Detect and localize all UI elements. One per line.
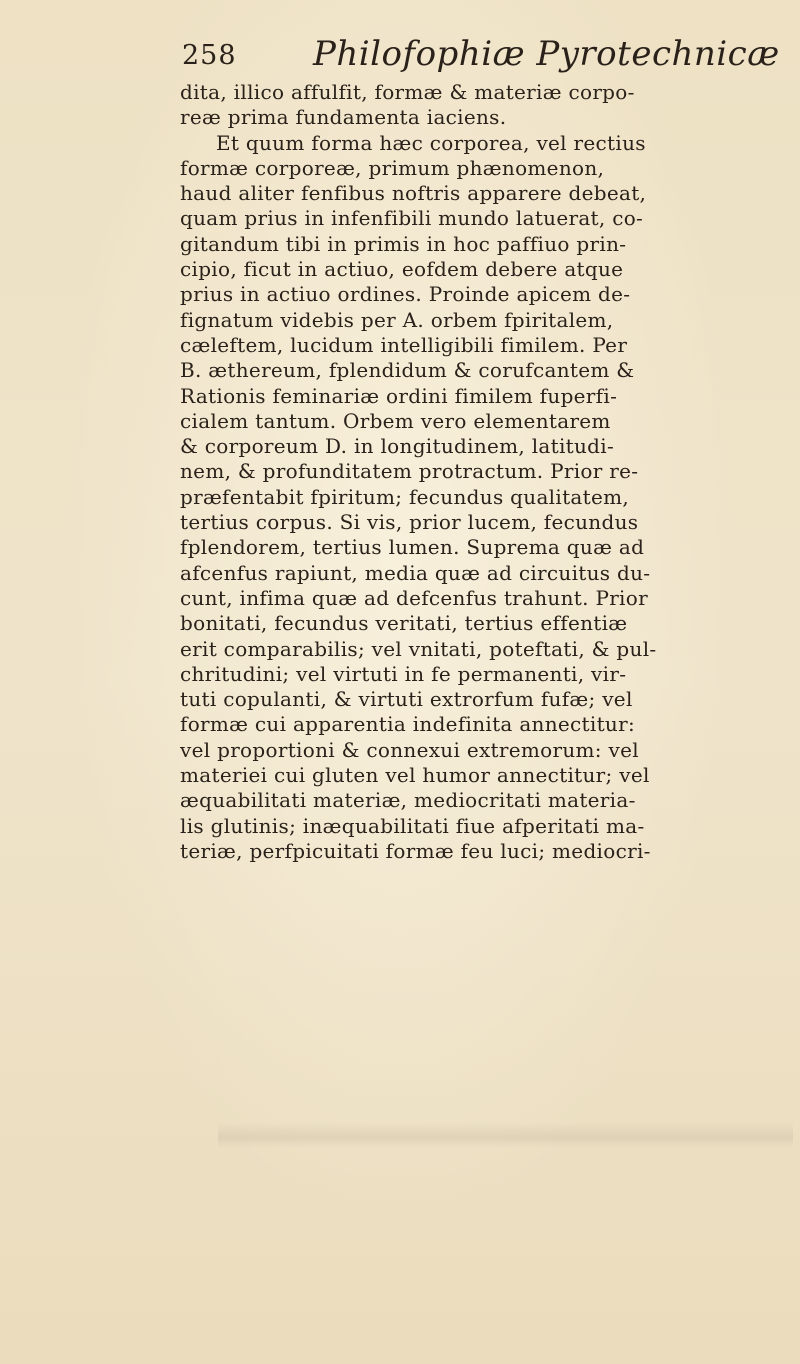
text-line: Et quum forma hæc corporea, vel rectius	[216, 130, 646, 155]
text-line: cialem tantum. Orbem vero elementarem	[180, 408, 611, 433]
text-line: erit comparabilis; vel vnitati, poteftati, & pul-	[180, 636, 657, 661]
text-line: cunt, infima quæ ad defcenfus trahunt. Prior	[180, 585, 648, 610]
text-line: materiei cui gluten vel humor annectitur; vel	[180, 763, 650, 788]
text-line: cæleftem, lucidum intelligibili fimilem. Per	[180, 332, 628, 357]
text-line: gitandum tibi in primis in hoc paffiuo prin-	[180, 231, 627, 256]
text-line: chritudini; vel virtuti in fe permanenti, vir-	[180, 661, 627, 686]
text-line: dita, illico affulfit, formæ & materiæ corpo-	[180, 80, 635, 104]
text-line: nem, & profunditatem protractum. Prior re-	[180, 459, 639, 484]
text-line: tertius corpus. Si vis, prior lucem, fecundus	[180, 510, 639, 535]
text-line: prius in actiuo ordines. Proinde apicem de-	[180, 282, 631, 307]
text-line: teriæ, perfpicuitati formæ feu luci; mediocri-	[180, 838, 651, 863]
text-line: fplendorem, tertius lumen. Suprema quæ ad	[180, 535, 645, 560]
text-line: cipio, ficut in actiuo, eofdem debere atque	[180, 257, 624, 282]
text-line: afcenfus rapiunt, media quæ ad circuitus du-	[180, 560, 651, 585]
page-number: 258	[182, 40, 237, 71]
text-line: æquabilitati materiæ, mediocritati materia-	[180, 788, 636, 813]
text-line: præfentabit fpiritum; fecundus qualitatem,	[180, 484, 630, 509]
text-line: B. æthereum, fplendidum & corufcantem &	[180, 358, 635, 383]
page-header	[170, 30, 780, 86]
text-line: Rationis feminariæ ordini fimilem fuperfi-	[180, 383, 618, 408]
running-head: Philofophiæ Pyrotechnicæ	[313, 34, 780, 74]
text-line: vel proportioni & connexui extremorum: vel	[180, 737, 639, 762]
text-line: reæ prima fundamenta iaciens.	[180, 105, 507, 130]
text-line: fignatum videbis per A. orbem fpiritalem,	[180, 307, 614, 332]
body-text	[180, 80, 790, 864]
text-line: haud aliter fenfibus noftris apparere debeat,	[180, 181, 647, 206]
text-line: formæ cui apparentia indefinita annectitur:	[180, 712, 635, 737]
text-line: formæ corporeæ, primum phænomenon,	[180, 155, 605, 180]
ink-stain-decoration	[218, 1122, 793, 1148]
text-line: quam prius in infenfibili mundo latuerat, co-	[180, 206, 644, 231]
text-line: tuti copulanti, & virtuti extrorfum fufæ; vel	[180, 687, 633, 712]
text-line: & corporeum D. in longitudinem, latitudi-	[180, 434, 615, 459]
text-line: bonitati, fecundus veritati, tertius effentiæ	[180, 611, 628, 636]
text-line: lis glutinis; inæquabilitati fiue afperitati ma-	[180, 813, 645, 838]
